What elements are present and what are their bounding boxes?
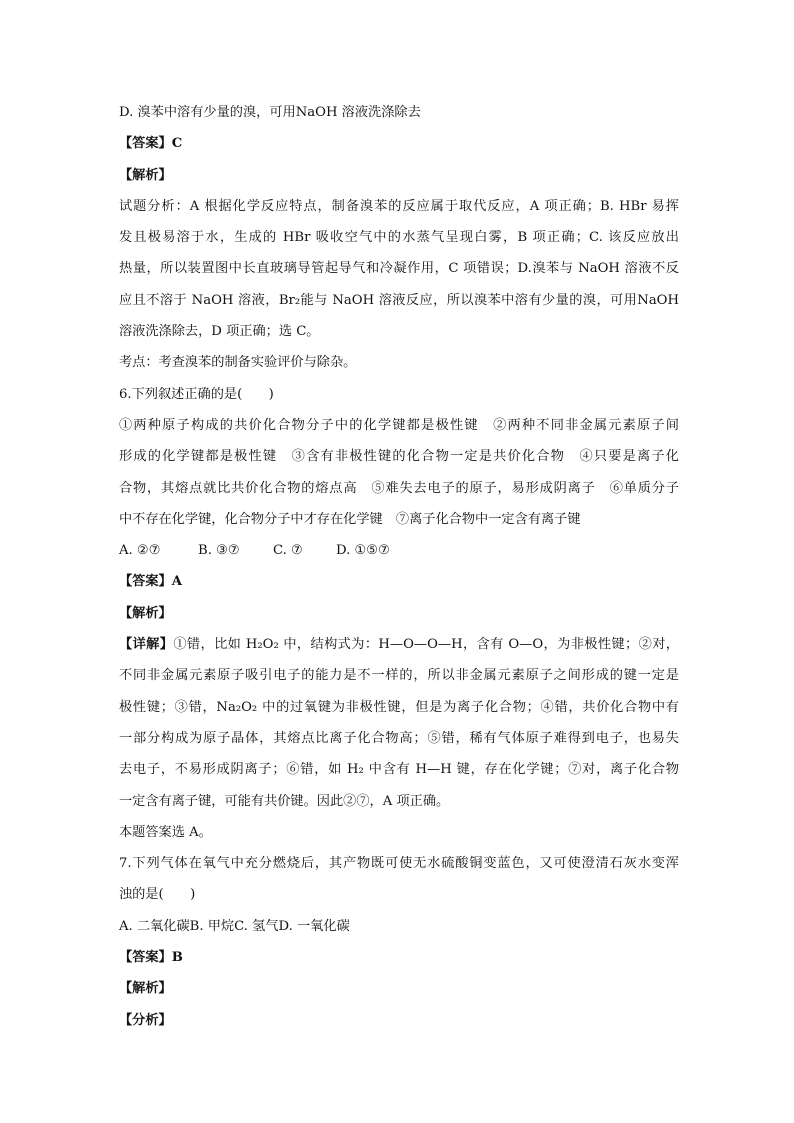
q7-jiexi-heading: 【解析】 xyxy=(119,981,172,997)
q5-analysis-line: 试题分析：A 根据化学反应特点，制备溴苯的反应属于取代反应，A 项正确；B. HBr 易挥 xyxy=(119,198,679,214)
q7-option-d: D. 一氧化碳 xyxy=(278,918,350,934)
q7-fenxi-heading: 【分析】 xyxy=(119,1012,172,1028)
q6-item-line: ①两种原子构成的共价化合物分子中的化学键都是极性键 ②两种不同非金属元素原子间 xyxy=(119,417,679,433)
q7-option-c: C. 氢气 xyxy=(234,918,279,934)
q6-detail-line: 不同非金属元素原子吸引电子的能力是不一样的，所以非金属元素原子之间形成的键一定是 xyxy=(119,668,679,684)
q6-jiexi-heading: 【解析】 xyxy=(119,605,172,621)
q6-detail-line: 一定含有离子键，可能有共价键。因此②⑦，A 项正确。 xyxy=(119,793,450,809)
q5-analysis-line: 发且极易溶于水，生成的 HBr 吸收空气中的水蒸气呈现白雾，B 项正确；C. 该反应放出 xyxy=(119,230,679,246)
q7-option-a: A. 二氧化碳 xyxy=(119,918,190,934)
q6-option-d: D. ①⑤⑦ xyxy=(336,543,390,559)
q6-options xyxy=(119,535,679,566)
q5-analysis-line: 热量，所以装置图中长直玻璃导管起导气和冷凝作用，C 项错误；D.溴苯与 NaOH 溶液不反 xyxy=(119,261,679,277)
q6-detail-line: 去电子，不易形成阴离子；⑥错，如 H₂ 中含有 H—H 键，存在化学键；⑦对，离子化合物 xyxy=(119,762,679,778)
q5-jiexi-heading: 【解析】 xyxy=(119,167,172,183)
q6-detail-line: 一部分构成为原子晶体，其熔点比离子化合物高；⑤错，稀有气体原子难得到电子，也易失 xyxy=(119,730,679,746)
q6-stem: 6.下列叙述正确的是( ) xyxy=(119,386,274,402)
q6-answer: 【答案】A xyxy=(119,574,182,590)
q6-item-line: 合物，其熔点就比共价化合物的熔点高 ⑤难失去电子的原子，易形成阴离子 ⑥单质分子 xyxy=(119,480,679,496)
q7-answer: 【答案】B xyxy=(119,950,183,966)
q6-item-line: 形成的化学键都是极性键 ③含有非极性键的化合物一定是共价化合物 ④只要是离子化 xyxy=(119,449,679,465)
q6-final: 本题答案选 A。 xyxy=(119,824,212,840)
q5-analysis-line: 溶液洗涤除去，D 项正确；选 C。 xyxy=(119,324,320,340)
q7-stem-line: 浊的是( ) xyxy=(119,887,196,903)
q5-option-d: D. 溴苯中溶有少量的溴，可用NaOH 溶液洗涤除去 xyxy=(119,105,421,120)
q7-stem-line: 7.下列气体在氧气中充分燃烧后，其产物既可使无水硫酸铜变蓝色，又可使澄清石灰水变浑 xyxy=(119,856,679,872)
q7-option-b: B. 甲烷 xyxy=(189,918,235,934)
q6-detail-line xyxy=(119,629,679,660)
q5-answer: 【答案】C xyxy=(119,136,183,152)
q6-detail-line: 极性键；③错，Na₂O₂ 中的过氧键为非极性键，但是为离子化合物；④错，共价化合物中有 xyxy=(119,699,679,715)
q6-option-a: A. ②⑦ xyxy=(119,543,161,559)
q5-kaodian: 考点：考查溴苯的制备实验评价与除杂。 xyxy=(119,355,357,371)
q7-options xyxy=(119,911,679,942)
q6-option-b: B. ③⑦ xyxy=(198,543,240,559)
document-body xyxy=(119,97,679,1036)
q6-item-line: 中不存在化学键，化合物分子中才存在化学键 ⑦离子化合物中一定含有离子键 xyxy=(119,511,581,527)
q6-detail-label: 【详解】 xyxy=(119,637,174,653)
q5-analysis-line: 应且不溶于 NaOH 溶液，Br₂能与 NaOH 溶液反应，所以溴苯中溶有少量的溴，可用NaOH xyxy=(119,292,679,308)
q6-detail-text: ①错，比如 H₂O₂ 中，结构式为：H—O—O—H，含有 O—O，为非极性键；②对， xyxy=(173,637,679,653)
q6-option-c: C. ⑦ xyxy=(273,543,303,559)
